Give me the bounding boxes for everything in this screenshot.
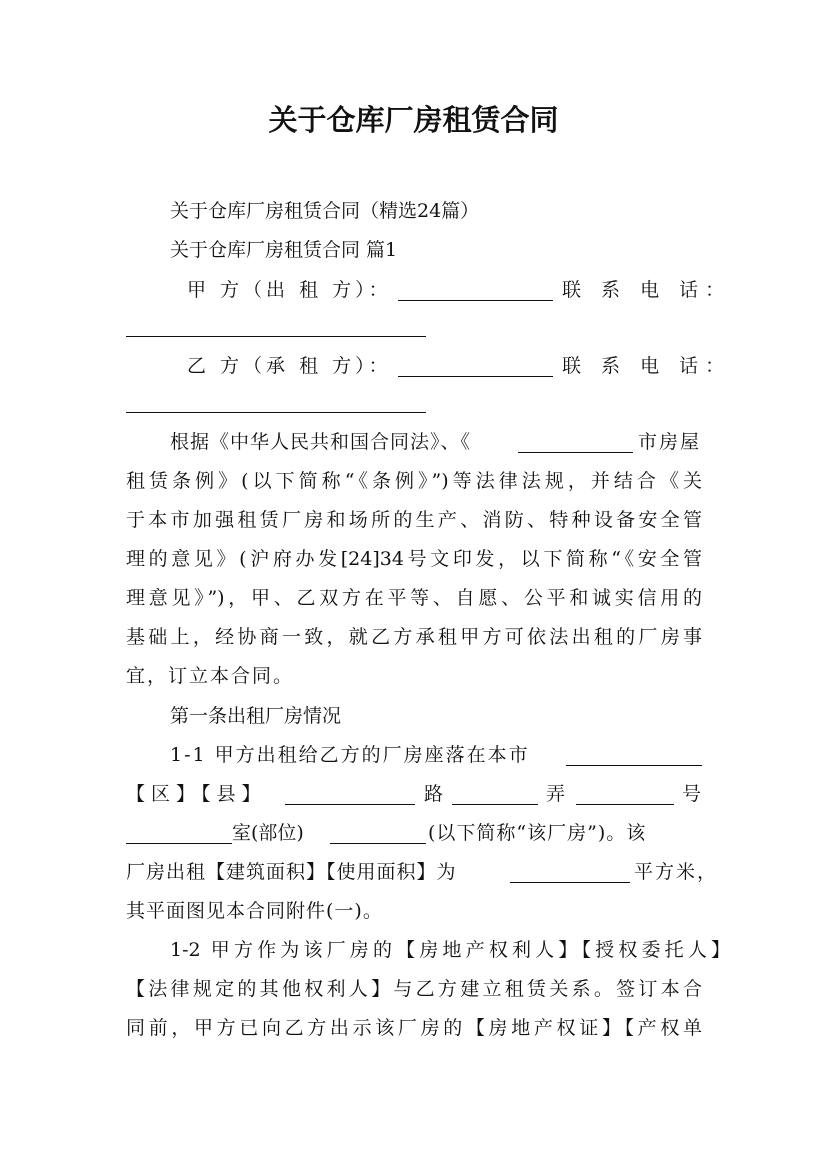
clause-line: 其平面图见本合同附件(一)。 [126, 900, 383, 922]
room-label: 室(部位) [232, 822, 304, 844]
paragraph-line: 理的意见》(沪府办发[24]34号文印发，以下简称“《安全管 [126, 548, 702, 570]
paragraph-line: 市房屋 [638, 431, 702, 453]
road-blank[interactable] [452, 786, 538, 805]
party-a-phone-label: 联 系 电 话： [562, 279, 732, 301]
clause-line: 1-1 甲方出租给乙方的厂房座落在本市 [170, 744, 530, 766]
clause-line: (以下简称“该厂房”)。该 [428, 822, 647, 844]
clause-line: 厂房出租【建筑面积】【使用面积】为 [126, 861, 457, 883]
party-a-phone-blank[interactable] [126, 318, 426, 337]
clause-line: 1-2 甲方作为该厂房的【房地产权利人】【授权委托人】 [170, 939, 730, 961]
clause-line: 【区】【县】 [126, 783, 267, 805]
clause-line: 同前，甲方已向乙方出示该厂房的【房地产权证】【产权单 [126, 1017, 702, 1039]
document-subtitle: 关于仓库厂房租赁合同（精选24篇） [170, 200, 480, 222]
district-blank[interactable] [285, 786, 415, 805]
part-blank[interactable] [330, 825, 426, 844]
clause-line: 【法律规定的其他权利人】与乙方建立租赁关系。签订本合 [126, 978, 702, 1000]
paragraph-line: 租赁条例》(以下简称“《条例》”)等法律法规，并结合《关 [126, 470, 702, 492]
paragraph-line: 理意见》”)，甲、乙双方在平等、自愿、公平和诚实信用的 [126, 587, 702, 609]
paragraph-line: 根据《中华人民共和国合同法》、《 [170, 431, 472, 453]
location-blank[interactable] [566, 747, 702, 766]
area-blank[interactable] [510, 864, 630, 883]
section-heading: 关于仓库厂房租赁合同 篇1 [170, 239, 398, 261]
paragraph-line: 基础上，经协商一致，就乙方承租甲方可依法出租的厂房事 [126, 626, 702, 648]
party-a-label: 甲 方（出 租 方）： [187, 279, 392, 301]
clause-line: 平方米， [634, 861, 719, 883]
party-b-phone-blank[interactable] [126, 394, 426, 413]
road-label: 路 [424, 783, 444, 805]
lane-label: 弄 [546, 783, 566, 805]
room-blank[interactable] [126, 825, 232, 844]
city-name-blank[interactable] [518, 434, 633, 453]
party-b-phone-label: 联 系 电 话： [562, 355, 732, 377]
paragraph-line: 于本市加强租赁厂房和场所的生产、消防、特种设备安全管 [126, 509, 702, 531]
party-b-name-blank[interactable] [398, 358, 553, 377]
document-title: 关于仓库厂房租赁合同 [268, 103, 559, 137]
lane-blank[interactable] [576, 786, 674, 805]
article-heading: 第一条出租厂房情况 [170, 705, 342, 727]
paragraph-line: 宜，订立本合同。 [126, 665, 295, 687]
number-label: 号 [682, 783, 702, 805]
party-a-name-blank[interactable] [398, 282, 553, 301]
party-b-label: 乙 方（承 租 方）： [187, 355, 392, 377]
